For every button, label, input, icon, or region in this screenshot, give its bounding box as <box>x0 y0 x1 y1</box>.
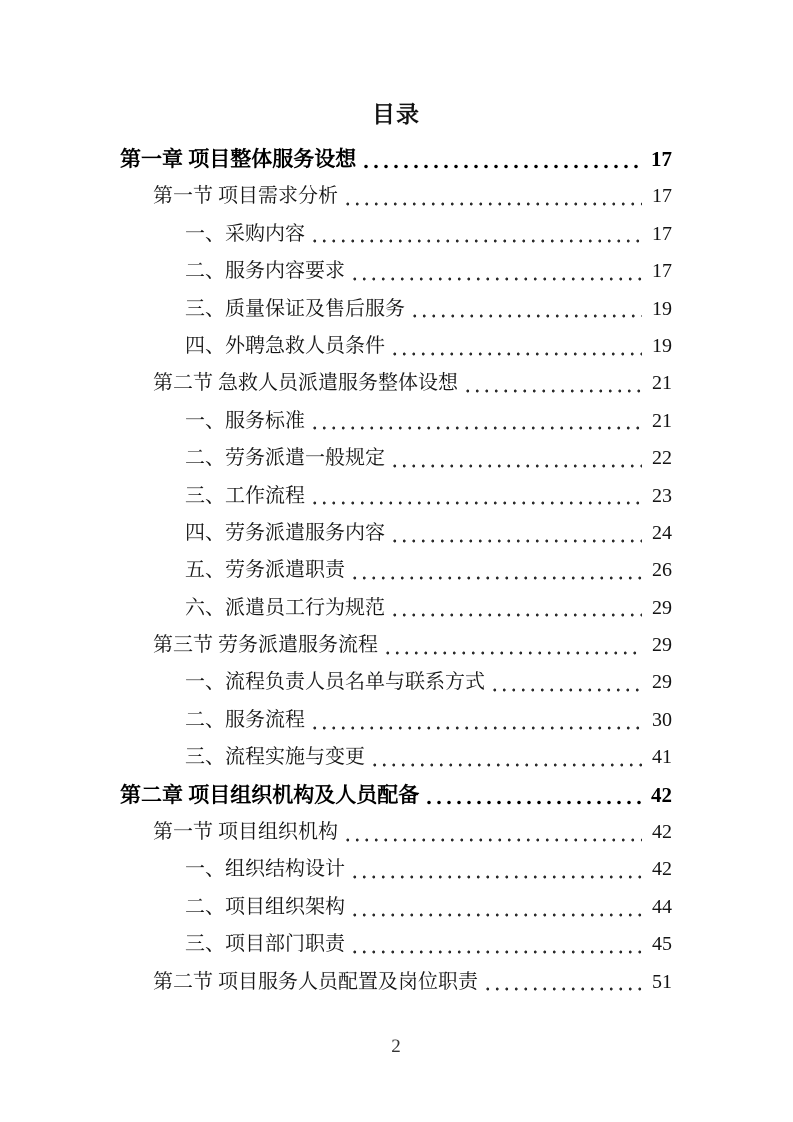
toc-entry[interactable] <box>120 440 672 477</box>
toc-dot-leader <box>490 664 642 701</box>
page-number: 2 <box>391 1036 401 1057</box>
toc-entry-label: 六、派遣员工行为规范 <box>185 596 385 619</box>
toc-dot-leader <box>390 515 642 552</box>
toc-entry-page: 24 <box>652 521 672 544</box>
toc-entry[interactable] <box>120 552 672 589</box>
toc-entry-page: 23 <box>652 484 672 507</box>
toc-entry[interactable] <box>120 590 672 627</box>
toc-entry[interactable] <box>120 926 672 963</box>
toc-entry[interactable] <box>120 328 672 365</box>
toc-entry-page: 45 <box>652 933 672 956</box>
toc-entry-label: 一、流程负责人员名单与联系方式 <box>185 671 485 694</box>
toc-entry-label: 第一节 项目组织机构 <box>153 821 338 844</box>
toc-entry-page: 17 <box>652 185 672 208</box>
toc-entry-label: 第二节 急救人员派遣服务整体设想 <box>153 372 458 395</box>
toc-entry-label: 二、服务流程 <box>185 708 305 731</box>
toc-dot-leader <box>350 253 642 290</box>
toc-entry-page: 42 <box>652 821 672 844</box>
toc-entry-label: 三、质量保证及售后服务 <box>185 297 405 320</box>
toc-entry[interactable] <box>120 814 672 851</box>
toc-entry-label: 第一节 项目需求分析 <box>153 185 338 208</box>
toc-entry-label: 三、工作流程 <box>185 484 305 507</box>
toc-entry[interactable] <box>120 664 672 701</box>
toc-dot-leader <box>310 702 642 739</box>
toc-entry-page: 21 <box>652 372 672 395</box>
toc-entry-page: 17 <box>652 222 672 245</box>
toc-dot-leader <box>390 590 642 627</box>
toc-dot-leader <box>343 178 642 215</box>
toc-entry-page: 19 <box>652 297 672 320</box>
toc-dot-leader <box>383 627 642 664</box>
toc-entry-label: 四、外聘急救人员条件 <box>185 334 385 357</box>
toc-entry-page: 19 <box>652 334 672 357</box>
toc-entry-page: 41 <box>652 746 672 769</box>
toc-dot-leader <box>483 964 642 1001</box>
toc-dot-leader <box>350 552 642 589</box>
toc-entry[interactable] <box>120 403 672 440</box>
toc-dot-leader <box>343 814 642 851</box>
toc-entry[interactable] <box>120 964 672 1001</box>
toc-entry[interactable] <box>120 178 672 215</box>
toc-entry-page: 42 <box>651 782 672 807</box>
toc-entry-label: 二、服务内容要求 <box>185 260 345 283</box>
toc-entry-label: 一、服务标准 <box>185 409 305 432</box>
toc-entry[interactable] <box>120 777 672 814</box>
toc-dot-leader <box>361 141 642 178</box>
toc-entry-label: 第二节 项目服务人员配置及岗位职责 <box>153 970 478 993</box>
toc-entry-label: 第三节 劳务派遣服务流程 <box>153 634 378 657</box>
toc-entry-label: 第二章 项目组织机构及人员配备 <box>120 782 420 807</box>
toc-title: 目录 <box>372 102 420 127</box>
toc-dot-leader <box>310 403 642 440</box>
toc-entry[interactable] <box>120 889 672 926</box>
toc-dot-leader <box>390 440 642 477</box>
toc-dot-leader <box>410 291 642 328</box>
toc-dot-leader <box>390 328 642 365</box>
toc-entry-label: 二、劳务派遣一般规定 <box>185 447 385 470</box>
toc-dot-leader <box>310 478 642 515</box>
toc-entry[interactable] <box>120 515 672 552</box>
toc-entry[interactable] <box>120 141 672 178</box>
toc-entry-page: 26 <box>652 559 672 582</box>
toc-entry-page: 17 <box>652 260 672 283</box>
toc-entry[interactable] <box>120 851 672 888</box>
toc-entry-page: 17 <box>651 147 672 171</box>
toc-entry[interactable] <box>120 478 672 515</box>
toc-entry-page: 44 <box>652 895 672 918</box>
toc-entry-page: 51 <box>652 970 672 993</box>
toc-entry[interactable] <box>120 365 672 402</box>
toc-entry-page: 30 <box>652 708 672 731</box>
toc-entry-page: 21 <box>652 409 672 432</box>
toc-entry[interactable] <box>120 702 672 739</box>
toc-entry-label: 五、劳务派遣职责 <box>185 559 345 582</box>
toc-entry[interactable] <box>120 291 672 328</box>
toc-entry[interactable] <box>120 253 672 290</box>
toc-entry-page: 29 <box>652 671 672 694</box>
toc-dot-leader <box>350 926 642 963</box>
toc-dot-leader <box>463 365 642 402</box>
toc-entry[interactable] <box>120 627 672 664</box>
toc-entry-label: 第一章 项目整体服务设想 <box>120 147 357 171</box>
toc-entry[interactable] <box>120 216 672 253</box>
toc-entry-label: 四、劳务派遣服务内容 <box>185 521 385 544</box>
toc-entry-page: 29 <box>652 634 672 657</box>
toc-dot-leader <box>350 889 642 926</box>
toc-entry-page: 42 <box>652 858 672 881</box>
toc-entry-label: 二、项目组织架构 <box>185 895 345 918</box>
toc-entry-page: 29 <box>652 596 672 619</box>
toc-entry-label: 一、采购内容 <box>185 222 305 245</box>
toc-dot-leader <box>424 777 642 814</box>
toc-entry[interactable] <box>120 739 672 776</box>
toc-list <box>120 141 672 1001</box>
toc-entry-label: 一、组织结构设计 <box>185 858 345 881</box>
toc-entry-label: 三、流程实施与变更 <box>185 746 365 769</box>
toc-dot-leader <box>310 216 642 253</box>
toc-dot-leader <box>370 739 642 776</box>
toc-entry-label: 三、项目部门职责 <box>185 933 345 956</box>
toc-entry-page: 22 <box>652 447 672 470</box>
toc-dot-leader <box>350 851 642 888</box>
